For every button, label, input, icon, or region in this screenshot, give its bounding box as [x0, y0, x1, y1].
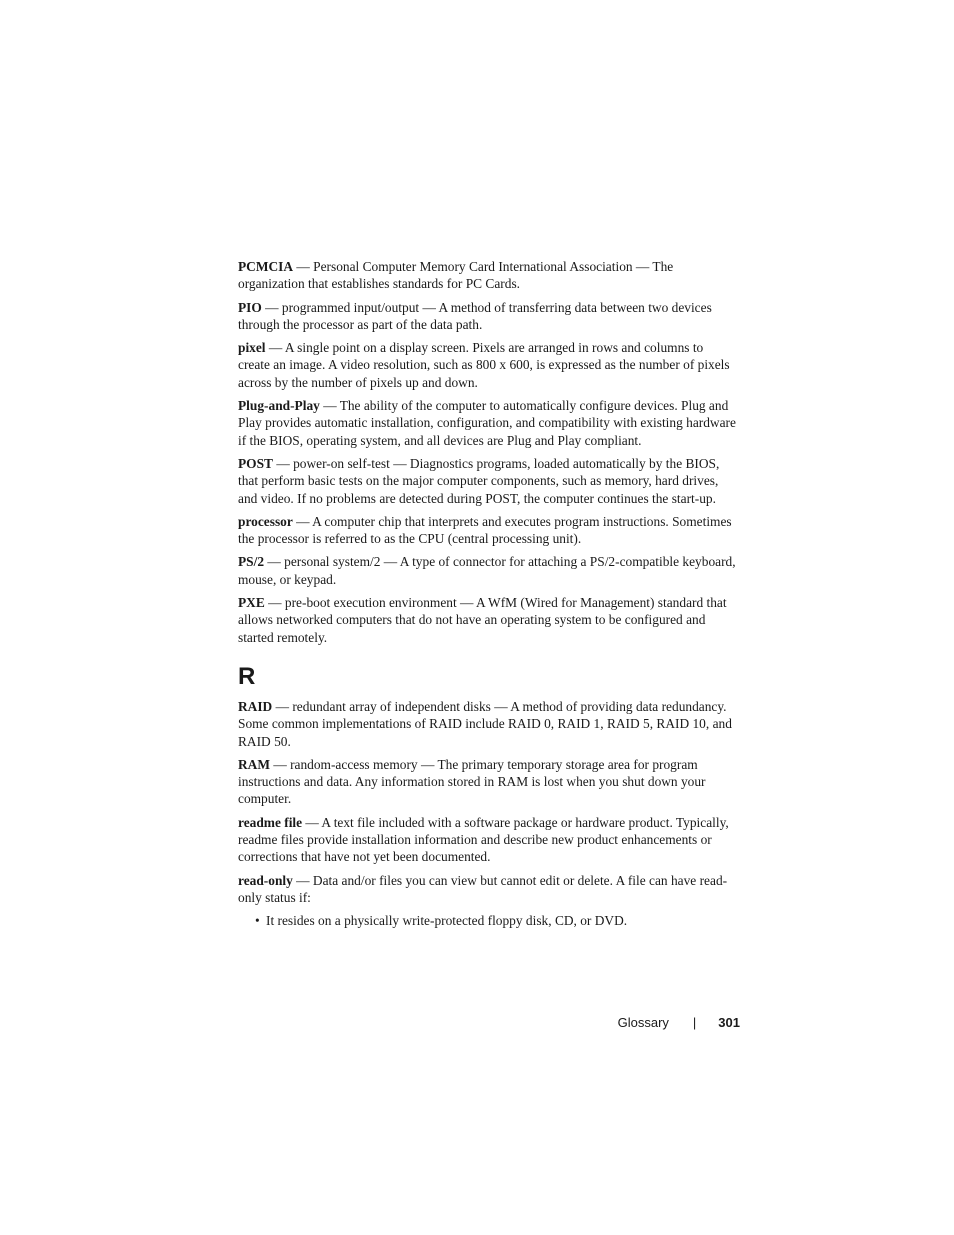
glossary-entry-pixel [238, 339, 738, 391]
glossary-term: readme file [238, 814, 303, 830]
glossary-entry-pio [238, 299, 738, 334]
glossary-term: POST [238, 455, 273, 471]
glossary-term: read-only [238, 872, 293, 888]
glossary-term: PCMCIA [238, 259, 294, 274]
glossary-definition: — power-on self-test — Diagnostics programs, loaded automatically by the BIOS, that perform basic tests on the major computer components, such as memory, hard drives, and video. If no problems are detected during POST, the computer continues the start-up. [238, 455, 720, 506]
page-number: 301 [718, 1015, 740, 1030]
glossary-entry-plug-and-play [238, 397, 738, 449]
glossary-term: processor [238, 513, 293, 529]
glossary-term: PS/2 [238, 554, 265, 570]
section-heading-r: R [238, 662, 256, 690]
glossary-entry-processor [238, 513, 738, 548]
glossary-entry-ram [238, 756, 738, 808]
glossary-definition: — A computer chip that interprets and executes program instructions. Sometimes the processor is referred to as the CPU (central processing unit). [238, 513, 732, 547]
glossary-term: Plug-and-Play [238, 398, 320, 414]
glossary-term: pixel [238, 340, 266, 356]
glossary-term: RAID [238, 698, 273, 714]
glossary-definition: — redundant array of independent disks — A method of providing data redundancy. Some common implementations of RAID include RAID 0, RAID 1, RAID 5, RAID 10, and RAID 50. [238, 698, 732, 749]
glossary-entry-pcmcia [238, 258, 738, 293]
glossary-entry-raid [238, 698, 738, 750]
glossary-entry-ps2 [238, 553, 738, 588]
page-footer [618, 1015, 740, 1030]
glossary-entry-pxe [238, 594, 738, 646]
glossary-definition: — personal system/2 — A type of connector for attaching a PS/2-compatible keyboard, mouse, or keypad. [238, 554, 736, 587]
glossary-entry-readme-file [238, 814, 738, 866]
footer-separator: | [692, 1015, 697, 1030]
glossary-entry-post [238, 455, 738, 507]
glossary-definition: — Personal Computer Memory Card International Association — The organization that establishes standards for PC Cards. [238, 259, 674, 292]
footer-chapter-label: Glossary [617, 1015, 669, 1030]
glossary-definition: — random-access memory — The primary temporary storage area for program instructions and data. Any information stored in RAM is lost when you shut down your computer. [238, 756, 706, 807]
glossary-term: RAM [238, 756, 270, 772]
bullet-text: It resides on a physically write-protected floppy disk, CD, or DVD. [266, 913, 628, 929]
glossary-definition: — Data and/or files you can view but cannot edit or delete. A file can have read-only status if: [238, 872, 728, 905]
glossary-definition: — The ability of the computer to automatically configure devices. Plug and Play provides automatic installation, configuration, and compatibility with existing hardware if the BIOS, operating system, and all devices are Plug and Play compliant. [238, 398, 736, 448]
glossary-page-body [238, 258, 738, 930]
glossary-definition: — pre-boot execution environment — A WfM (Wired for Management) standard that allows networked computers that do not have an operating system to be configured and started remotely. [238, 595, 727, 645]
glossary-definition: — A single point on a display screen. Pixels are arranged in rows and columns to create an image. A video resolution, such as 800 x 600, is expressed as the number of pixels across by the number of pixels up and down. [238, 340, 730, 390]
glossary-definition: — A text file included with a software package or hardware product. Typically, readme files provide installation information and describe new product enhancements or corrections that have not yet been documented. [238, 814, 729, 865]
glossary-term: PXE [238, 595, 265, 611]
glossary-definition: — programmed input/output — A method of transferring data between two devices through the processor as part of the data path. [238, 299, 712, 332]
bullet-list-item [255, 912, 738, 929]
glossary-term: PIO [238, 299, 262, 315]
glossary-entry-read-only [238, 872, 738, 907]
bullet-icon: • [255, 913, 260, 929]
